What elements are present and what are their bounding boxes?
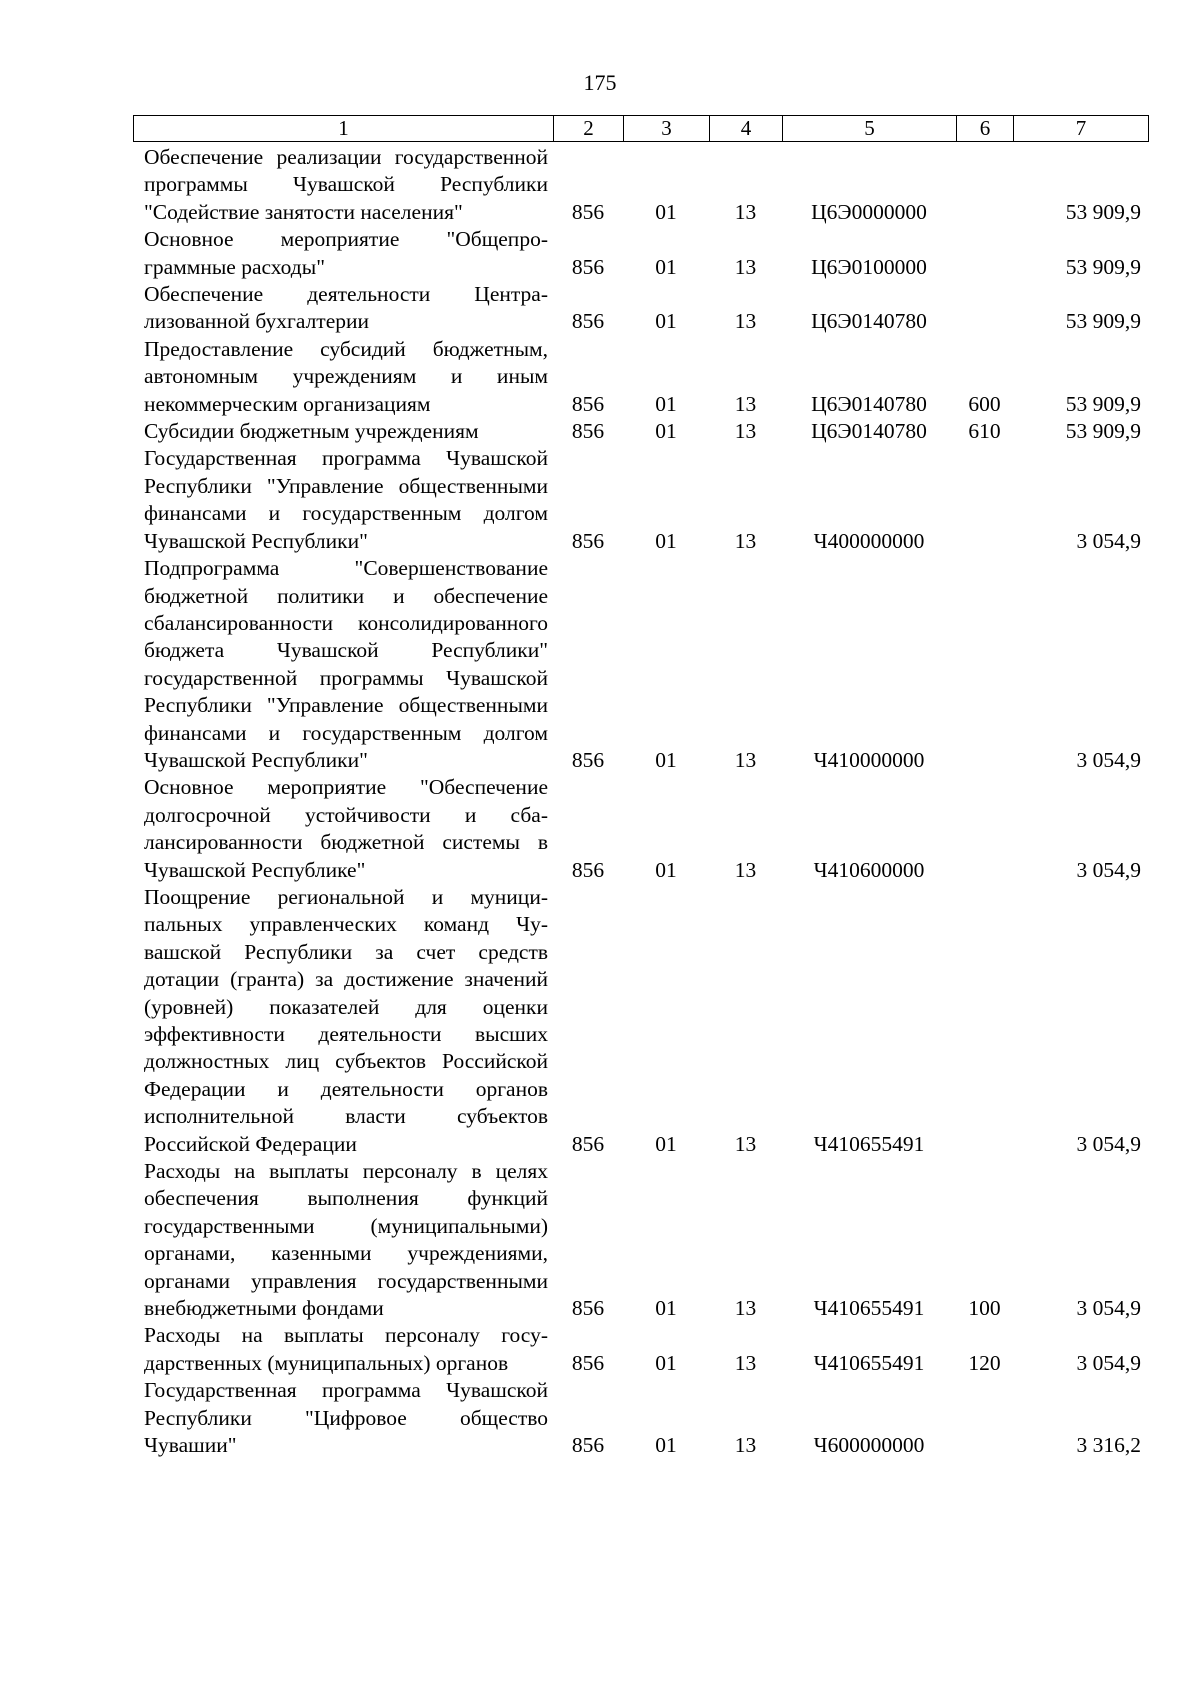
row-amount: 3 054,9 <box>1076 1350 1141 1375</box>
row-amount: 53 909,9 <box>1065 254 1141 279</box>
row-code-3: 01 <box>655 391 677 416</box>
row-code-4: 13 <box>734 857 757 882</box>
row-amount: 53 909,9 <box>1065 419 1141 444</box>
table-row <box>133 555 1149 774</box>
row-code-4: 13 <box>734 1350 757 1375</box>
row-name: Поощрение региональной и муниципальных управленческих команд Чувашской Республики за счет средств дотации (гранта) за достижение значений (уровней) показателей для оценки эффективности деятельности высших должностных лиц субъектов Российской Федерации и деятельности органов исполнительной власти субъектов Российской Федерации <box>144 884 548 1156</box>
table-row <box>133 281 1149 336</box>
row-code-6: 610 <box>968 419 1001 444</box>
row-code-2: 856 <box>571 419 605 444</box>
page-number: 175 <box>583 70 617 95</box>
row-code-3: 01 <box>655 254 677 279</box>
header-col-2: 2 <box>554 116 624 141</box>
table-row <box>133 336 1149 418</box>
row-amount: 3 054,9 <box>1076 528 1141 553</box>
row-code-5: Ч600000000 <box>813 1433 925 1458</box>
table-row <box>133 884 1149 1158</box>
row-code-2: 856 <box>571 1350 605 1375</box>
table-row <box>133 144 1149 226</box>
table-row <box>133 1377 1149 1459</box>
row-amount: 3 054,9 <box>1076 747 1141 772</box>
row-code-5: Ч410655491 <box>813 1350 925 1375</box>
row-code-5: Ч410655491 <box>813 1131 925 1156</box>
row-code-3: 01 <box>655 1131 677 1156</box>
row-amount: 3 316,2 <box>1076 1433 1141 1458</box>
row-code-6: 100 <box>968 1296 1001 1321</box>
row-code-2: 856 <box>571 1433 605 1458</box>
row-code-5: Ч400000000 <box>813 528 925 553</box>
row-code-5: Ч410655491 <box>813 1296 925 1321</box>
row-code-5: Ц6Э0140780 <box>811 419 927 444</box>
table-row <box>133 226 1149 281</box>
row-name: Обеспечение деятельности Централизованной бухгалтерии <box>144 282 548 334</box>
row-name: Основное мероприятие "Общепрограммные расходы" <box>144 227 548 279</box>
header-col-5: 5 <box>783 116 957 141</box>
row-code-2: 856 <box>571 199 605 224</box>
row-amount: 53 909,9 <box>1065 309 1141 334</box>
row-name: Основное мероприятие "Обеспечение долгосрочной устойчивости и сбалансированности бюджетной системы в Чувашской Республике" <box>144 775 548 882</box>
row-code-4: 13 <box>734 528 757 553</box>
header-col-6: 6 <box>957 116 1014 141</box>
row-name: Государственная программа Чувашской Республики "Управление общественными финансами и государственным долгом Чувашской Республики" <box>144 446 548 553</box>
row-code-5: Ц6Э0100000 <box>811 254 927 279</box>
row-name: Подпрограмма "Совершенствование бюджетной политики и обеспечение сбалансированности консолидированного бюджета Чувашской Республики" государственной программы Чувашской Республики "Управление общественными финансами и государственным долгом Чувашской Республики" <box>144 556 548 772</box>
row-code-3: 01 <box>655 309 677 334</box>
row-code-3: 01 <box>655 528 677 553</box>
row-amount: 53 909,9 <box>1065 199 1141 224</box>
row-code-2: 856 <box>571 528 605 553</box>
row-code-4: 13 <box>734 1433 757 1458</box>
header-col-1: 1 <box>134 116 554 141</box>
row-code-2: 856 <box>571 254 605 279</box>
header-col-4: 4 <box>710 116 783 141</box>
row-code-6: 600 <box>968 391 1001 416</box>
row-name: Расходы на выплаты персоналу государственных (муниципальных) органов <box>144 1323 548 1375</box>
row-amount: 3 054,9 <box>1076 857 1141 882</box>
table-row <box>133 1322 1149 1377</box>
row-code-3: 01 <box>655 1350 677 1375</box>
row-code-4: 13 <box>734 199 757 224</box>
row-code-4: 13 <box>734 391 757 416</box>
row-code-2: 856 <box>571 1131 605 1156</box>
row-code-3: 01 <box>655 747 677 772</box>
header-col-7: 7 <box>1075 116 1087 140</box>
row-code-2: 856 <box>571 391 605 416</box>
row-name: Государственная программа Чувашской Республики "Цифровое общество Чувашии" <box>144 1378 548 1458</box>
row-code-4: 13 <box>734 419 757 444</box>
row-code-2: 856 <box>571 1296 605 1321</box>
row-code-5: Ц6Э0140780 <box>811 309 927 334</box>
row-code-4: 13 <box>734 254 757 279</box>
row-code-3: 01 <box>655 199 677 224</box>
row-code-4: 13 <box>734 1296 757 1321</box>
row-name: Предоставление субсидий бюджетным, автономным учреждениям и иным некоммерческим организациям <box>144 336 548 416</box>
table-row <box>133 774 1149 884</box>
header-col-3: 3 <box>624 116 710 141</box>
row-code-4: 13 <box>734 1131 757 1156</box>
table-row <box>133 445 1149 555</box>
row-code-2: 856 <box>571 309 605 334</box>
row-amount: 3 054,9 <box>1076 1296 1141 1321</box>
row-name: Субсидии бюджетным учреждениям <box>144 419 479 444</box>
row-code-5: Ч410600000 <box>813 857 925 882</box>
row-amount: 3 054,9 <box>1076 1131 1141 1156</box>
row-code-5: Ц6Э0000000 <box>811 199 927 224</box>
row-code-3: 01 <box>655 1433 677 1458</box>
row-code-2: 856 <box>571 747 605 772</box>
row-amount: 53 909,9 <box>1065 391 1141 416</box>
row-code-4: 13 <box>734 309 757 334</box>
row-code-3: 01 <box>655 419 677 444</box>
table-row <box>133 1158 1149 1322</box>
row-code-5: Ч410000000 <box>813 747 925 772</box>
table-body <box>133 144 1149 1460</box>
row-name: Расходы на выплаты персоналу в целях обеспечения выполнения функций государственными (муниципальными) органами, казенными учреждениями, органами управления государственными внебюджетными фондами <box>144 1159 548 1321</box>
row-code-4: 13 <box>734 747 757 772</box>
row-name: Обеспечение реализации государственной программы Чувашской Республики "Содействие занятости населения" <box>144 145 548 224</box>
row-code-3: 01 <box>655 1296 677 1321</box>
table-row <box>133 418 1149 445</box>
row-code-3: 01 <box>655 857 677 882</box>
row-code-5: Ц6Э0140780 <box>811 391 927 416</box>
row-code-6: 120 <box>968 1350 1001 1375</box>
table-header <box>133 115 1149 142</box>
row-code-2: 856 <box>571 857 605 882</box>
